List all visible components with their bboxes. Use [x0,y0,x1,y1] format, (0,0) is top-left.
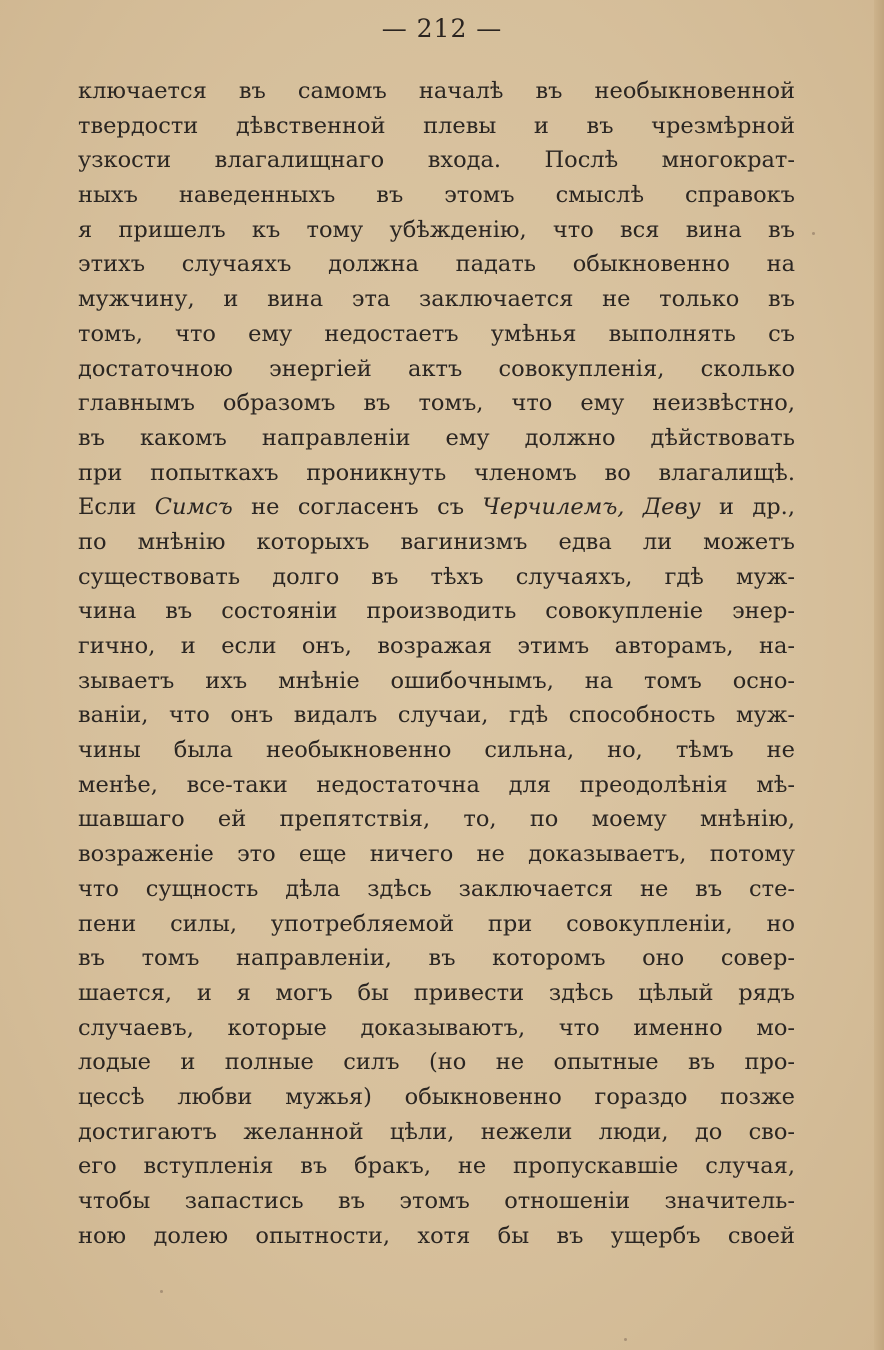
words-i-dr: и др., [719,494,795,521]
body-text [78,74,795,1253]
text-line: чины была необыкновенно сильна, но, тѣмъ не [78,737,795,764]
text-line: главнымъ образомъ въ томъ, что ему неизвѣстно, [78,390,795,417]
authors-churchill-devu: Черчилемъ, Деву [482,494,701,521]
text-line: шается, и я могъ бы привести здѣсь цѣлый рядъ [78,979,795,1006]
text-line: ключается въ самомъ началѣ въ необыкновенной [78,78,795,104]
words-ne-soglasen: не согласенъ съ [251,494,465,521]
page-edge [874,0,884,1350]
text-line: въ томъ направленіи, въ которомъ оно совер- [78,945,795,972]
text-line: гично, и если онъ, возражая этимъ авторамъ, на- [78,633,795,659]
text-line: случаевъ, которые доказываютъ, что именно мо- [78,1014,795,1041]
text-line: этихъ случаяхъ должна падать обыкновенно на [78,251,795,278]
word-esli: Если [78,494,137,521]
text-line: менѣе, все-таки недостаточна для преодолѣнія мѣ- [78,771,795,798]
text-line: ною долею опытности, хотя бы въ ущербъ своей [78,1222,795,1249]
text-line: я пришелъ къ тому убѣжденію, что вся вина въ [78,216,795,243]
text-line: твердости дѣвственной плевы и въ чрезмѣрной [78,112,795,139]
paper-speck [624,1338,627,1341]
text-line: узкости влагалищнаго входа. Послѣ многократ- [78,147,795,174]
text-line: пени силы, употребляемой при совокупленіи, но [78,910,795,937]
text-line: возраженіе это еще ничего не доказываетъ, потому [78,841,795,868]
page-number: — 212 — [381,14,503,43]
text-line: ваніи, что онъ видалъ случаи, гдѣ способность муж- [78,702,795,729]
text-line: достигаютъ желанной цѣли, нежели люди, до сво- [78,1118,795,1145]
text-line: лодые и полные силъ (но не опытные въ про- [78,1049,795,1076]
text-line: достаточною энергіей актъ совокупленія, сколько [78,355,795,382]
text-line-with-authors [78,490,795,525]
text-line: мужчину, и вина эта заключается не только въ [78,286,795,313]
paper-speck [160,1290,163,1293]
text-line: зываетъ ихъ мнѣніе ошибочнымъ, на томъ осно- [78,667,795,694]
text-line: цессѣ любви мужья) обыкновенно гораздо позже [78,1083,795,1110]
text-line: при попыткахъ проникнуть членомъ во влагалищѣ. [78,459,795,486]
author-sims: Симсъ [154,494,233,521]
text-line: что сущность дѣла здѣсь заключается не въ сте- [78,875,795,902]
text-line: шавшаго ей препятствія, то, по моему мнѣнію, [78,806,795,833]
text-line: чтобы запастись въ этомъ отношеніи значитель- [78,1188,795,1214]
paper-speck [812,232,815,235]
text-line: существовать долго въ тѣхъ случаяхъ, гдѣ муж- [78,563,795,590]
text-line: ныхъ наведенныхъ въ этомъ смыслѣ справокъ [78,182,795,209]
text-line: чина въ состояніи производить совокупленіе энер- [78,598,795,625]
text-line: томъ, что ему недостаетъ умѣнья выполнять съ [78,320,795,347]
text-line: его вступленія въ бракъ, не пропускавшіе случая, [78,1153,795,1180]
text-line: по мнѣнію которыхъ вагинизмъ едва ли можетъ [78,528,795,555]
text-line: въ какомъ направленіи ему должно дѣйствовать [78,424,795,451]
